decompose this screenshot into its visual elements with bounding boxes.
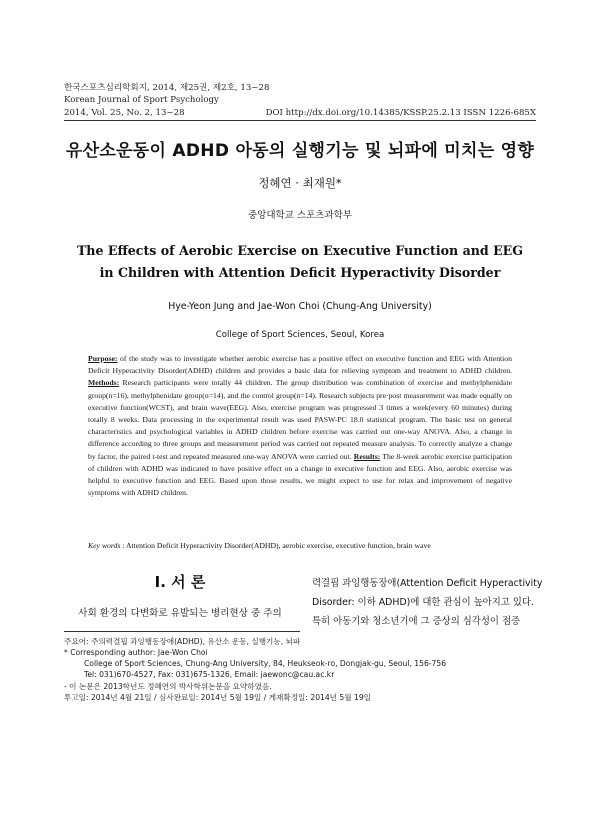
purpose-label: Purpose: xyxy=(88,354,118,363)
affiliation-en: College of Sport Sciences, Seoul, Korea xyxy=(215,330,385,340)
footnote-dates: 투고일: 2014년 4월 21일 / 심사완료일: 2014년 5월 19일 / 게재확정일: 2014년 5월 19일 xyxy=(64,693,372,702)
results-text: The 8-week aerobic exercise participation of children with ADHD was indicated to have positive effect on a change in executive function and EEG. Also, aerobic exercise was helpful to executive function and EEG. Based upon those results, we might expect to use for relax and improvement of negative symptoms with ADHD children. xyxy=(88,451,512,498)
authors-ko: 정혜연 · 최재원* xyxy=(258,176,342,190)
footnote-dissertation-note: - 이 논문은 2013학년도 정혜연의 박사학위논문을 요약하였음. xyxy=(64,682,272,691)
intro-left-line1: 사회 환경의 다변화로 유발되는 병리현상 중 주의 xyxy=(78,608,282,619)
footnote-keywords-ko: 주요어: 주의력결핍 과잉행동장애(ADHD), 유산소 운동, 실행기능, 뇌파 xyxy=(64,637,301,646)
section-heading-introduction: I. 서 론 xyxy=(154,573,206,591)
authors-en: Hye-Yeon Jung and Jae-Won Choi (Chung-Ang University) xyxy=(168,301,432,312)
footnote-contact: Tel: 031)670-4527, Fax: 031)675-1326, Email: jaewonc@cau.ac.kr xyxy=(84,670,335,679)
journal-citation-ko: 한국스포츠심리학회지, 2014, 제25권, 제2호, 13~28 xyxy=(64,83,270,93)
affiliation-ko: 중앙대학교 스포츠과학부 xyxy=(248,210,352,221)
journal-citation-en: 2014, Vol. 25, No. 2, 13~28 xyxy=(64,108,185,118)
keywords-label: Key words xyxy=(88,541,121,550)
paper-title-ko: 유산소운동이 ADHD 아동의 실행기능 및 뇌파에 미치는 영향 xyxy=(65,141,535,161)
doi-issn: DOI http://dx.doi.org/10.14385/KSSP.25.2.13 ISSN 1226-685X xyxy=(265,108,536,118)
journal-name-en: Korean Journal of Sport Psychology xyxy=(64,95,219,105)
keywords-text: : Attention Deficit Hyperactivity Disorder(ADHD), aerobic exercise, executive function, brain wave xyxy=(120,541,431,550)
methods-label: Methods: xyxy=(88,378,120,388)
paper-title-en-line1: The Effects of Aerobic Exercise on Executive Function and EEG xyxy=(76,243,524,258)
methods-text: Research participants were totally 44 children. The group distribution was combination of exercise and methylphenidate group(n=16), methylphenidate group(n=14), and the control group(n=14). Research subjects pre·post measurement was made equally on executive function(WCST), and brain wave(EEG). Also, exercise program was progressed 3 times a week(every 60 minutes) during totally 8 weeks. Data processing in the experimental result was used PASW-PC 18.0 statistical program. The basic test on general characteristics and psychological variables in ADHD children before exercise was carried out one-way ANOVA. Also, a change in difference according to three groups and measurement period was carried out repeated measure analysis. To correctly analyze a change by factor, the paired t-test and repeated measured one-way ANOVA were carried out. xyxy=(88,378,512,461)
keywords xyxy=(88,541,528,550)
header-rule xyxy=(64,120,536,121)
intro-right-line2: Disorder: 이하 ADHD)에 대한 관심이 높아지고 있다. xyxy=(312,597,534,608)
footnote-corresponding-author: * Corresponding author: Jae-Won Choi xyxy=(64,648,208,657)
footnote-address: College of Sport Sciences, Chung-Ang University, 84, Heukseok-ro, Dongjak-gu, Seoul, 156-756 xyxy=(84,659,447,668)
paper-title-en-line2: in Children with Attention Deficit Hyperactivity Disorder xyxy=(99,265,501,280)
footnote-rule xyxy=(64,631,300,632)
abstract xyxy=(88,353,512,499)
purpose-text: of the study was to investigate whether aerobic exercise has a positive effect on executive function and EEG with Attention Deficit Hyperactivity Disorder(ADHD) children and provides a basic data for relieving symptom and treatment to ADHD children. xyxy=(88,354,512,376)
results-label: Results: xyxy=(353,451,381,461)
intro-right-line1: 력결핍 과잉행동장애(Attention Deficit Hyperactivity xyxy=(312,578,543,589)
intro-right-line3: 특히 아동기와 청소년기에 그 증상의 심각성이 점증 xyxy=(312,616,521,627)
